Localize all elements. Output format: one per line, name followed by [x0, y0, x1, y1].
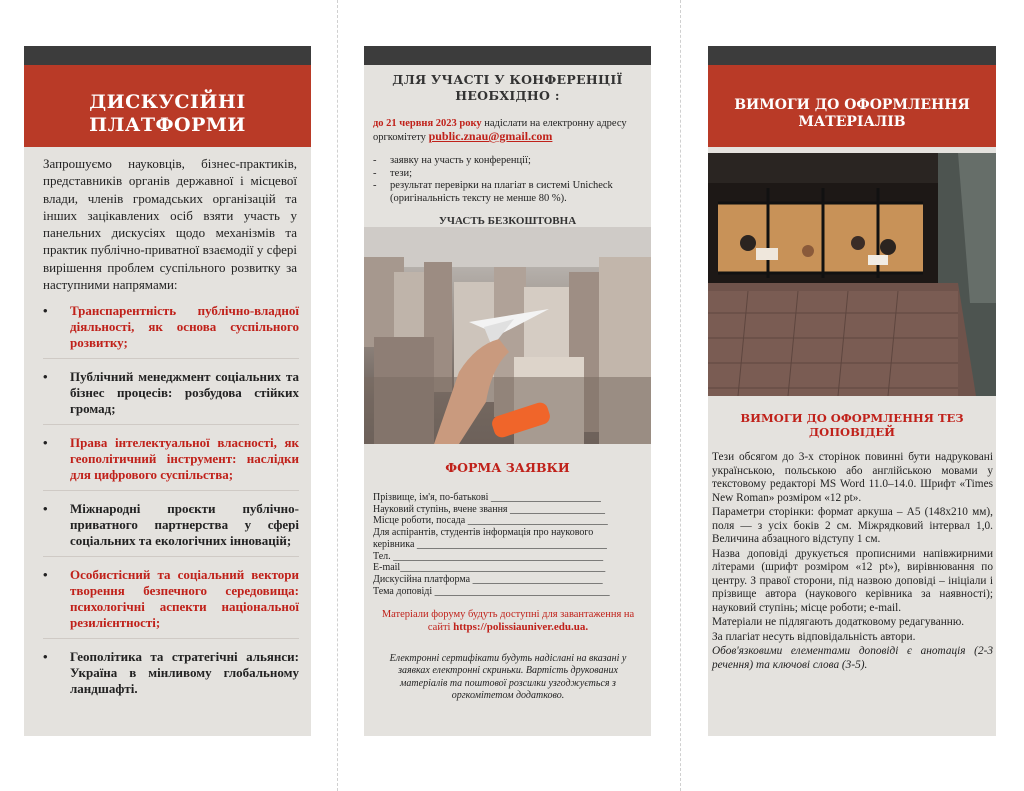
direction-text: Транспарентність публічно-владної діяльності, як основа суспільного розвитку; — [70, 303, 299, 351]
direction-item — [43, 435, 299, 491]
direction-text: Публічний менеджмент соціальних та бізнес процесів: розбудова стійких громад; — [70, 369, 299, 417]
bullet-icon: • — [43, 369, 48, 385]
email-link[interactable]: public.znau@gmail.com — [428, 129, 553, 143]
form-field-row: Тема доповіді ___________________________________ — [373, 585, 610, 597]
fold-line-right — [680, 0, 681, 791]
panel-top-bar — [708, 46, 996, 65]
requirement-item — [373, 168, 637, 181]
direction-text: Права інтелектуальної власності, як геополітичний інструмент: наслідки для цифрового суспільства; — [70, 435, 299, 483]
panel-discussion-platforms — [24, 46, 311, 736]
requirements-title: ВИМОГИ ДО ОФОРМЛЕННЯ МАТЕРІАЛІВ — [708, 65, 996, 147]
form-field-row: Місце роботи, посада ____________________________ — [373, 515, 608, 527]
deadline-date: до 21 червня 2023 року — [373, 118, 482, 129]
direction-text: Геополітика та стратегічні альянси: Україна в мінливому глобальному ландшафті. — [70, 649, 299, 697]
form-field-row: керівника ______________________________________ — [373, 538, 607, 550]
dash-icon: - — [373, 155, 377, 166]
panel-title: ДИСКУСІЙНІ ПЛАТФОРМИ — [24, 65, 311, 147]
direction-item — [43, 567, 299, 639]
form-field-row: Прізвище, ім'я, по-батькові ______________________ — [373, 492, 601, 503]
bullet-icon: • — [43, 303, 48, 319]
form-field-row: Для аспірантів, студентів інформація про наукового — [373, 527, 594, 539]
bullet-icon: • — [43, 567, 48, 583]
direction-text: Особистісний та соціальний вектори творення безпечного середовища: психологічні аспекти національної резилієнтності; — [70, 567, 299, 631]
requirement-paragraph: Назва доповіді друкується прописними напівжирними літерами (шрифт розміром «12 pt»), вирівнювання по центру. З правої сторони, під назвою доповіді – ініціали і прізвище автора (наукового керівника за наявності); науковий ступінь; місце роботи; e-mail. — [712, 547, 993, 614]
free-participation-label: УЧАСТЬ БЕЗКОШТОВНА — [438, 215, 577, 227]
direction-item — [43, 303, 299, 359]
form-field-row: Дискусійна платформа __________________________ — [373, 573, 603, 585]
direction-item — [43, 501, 299, 557]
application-form-title: ФОРМА ЗАЯВКИ — [445, 460, 570, 475]
form-field-row: Тел. __________________________________________ — [373, 550, 604, 562]
form-field-row: Науковий ступінь, вчене звання ___________________ — [373, 503, 606, 515]
deadline-instruction: надіслати на електронну адресу оргкомітету — [373, 118, 627, 143]
application-form — [373, 492, 641, 597]
requirement-paragraph: Матеріали не підлягають додатковому редагуванню. — [712, 616, 965, 628]
participation-title: ДЛЯ УЧАСТІ У КОНФЕРЕНЦІЇ НЕОБХІДНО : — [392, 72, 623, 103]
office-aerial-photo — [708, 153, 996, 396]
panel-participation — [364, 46, 651, 736]
panel-requirements — [708, 46, 996, 736]
direction-text: Міжнародні проєкти публічно-приватного партнерства у сфері соціальних та екологічних інновацій; — [70, 501, 299, 549]
requirement-text: заявку на участь у конференції; — [390, 155, 531, 166]
requirement-item — [373, 180, 637, 205]
requirement-text: тези; — [390, 167, 413, 179]
site-link[interactable]: https://polissiauniver.edu.ua. — [453, 621, 589, 634]
availability-text: Матеріали форуму будуть доступні для завантаження на сайті — [381, 609, 635, 634]
panel-top-bar — [24, 46, 311, 65]
requirements-list — [373, 155, 637, 205]
paper-plane-city-photo — [364, 227, 651, 444]
form-field-row: E-mail_________________________________________ — [373, 562, 606, 574]
directions-list — [24, 303, 299, 704]
panel-top-bar — [364, 46, 651, 65]
intro-text: Запрошуємо науковців, бізнес-практиків, представників органів державної і місцевої влади, членів громадських організацій та інших зацікавлених осіб взяти участь у панельних дискусіях щодо механізмів та практик публічно-приватної взаємодії у сфері вирішення проблем суспільного розвитку за наступними напрямами: — [43, 156, 297, 293]
direction-item — [43, 369, 299, 425]
bullet-icon: • — [43, 649, 48, 665]
dash-icon: - — [373, 167, 377, 179]
fold-line-left — [337, 0, 338, 791]
certificates-note: Електронні сертифікати будуть надіслані на вказані у заявках електронні скриньки. Вартість друкованих матеріалів та поштової розсилки узгоджується з оргкомітетом додатково. — [389, 653, 627, 701]
requirement-paragraph: За плагіат несуть відповідальність автори. — [712, 630, 916, 643]
bullet-icon: • — [43, 501, 48, 517]
theses-requirements-subtitle: ВИМОГИ ДО ОФОРМЛЕННЯ ТЕЗ ДОПОВІДЕЙ — [740, 411, 964, 439]
materials-availability — [374, 609, 642, 635]
requirement-item — [373, 155, 637, 168]
theses-requirements-text — [712, 451, 993, 673]
requirement-paragraph: Тези обсягом до 3-х сторінок повинні бути надруковані українською, польською або англійською мовами у текстовому редакторі MS Word 11.0–14.0. Шрифт «Times New Roman» розміром «12 pt». — [712, 451, 993, 504]
requirement-text: результат перевірки на плагіат в системі Unicheck (оригінальність тексту не менше 80 %). — [390, 180, 613, 204]
mandatory-elements-note: Обов'язковими елементами доповіді є анотація (2-3 речення) та ключові слова (3-5). — [712, 645, 993, 671]
dash-icon: - — [373, 180, 377, 191]
direction-item — [43, 649, 299, 704]
deadline-text — [373, 117, 637, 144]
bullet-icon: • — [43, 435, 48, 451]
requirement-paragraph: Параметри сторінки: формат аркуша – А5 (148x210 мм), поля — з усіх боків 2 см. Міжрядковий інтервал 1,0. Величина абзацного відступу 1 см. — [712, 506, 993, 545]
